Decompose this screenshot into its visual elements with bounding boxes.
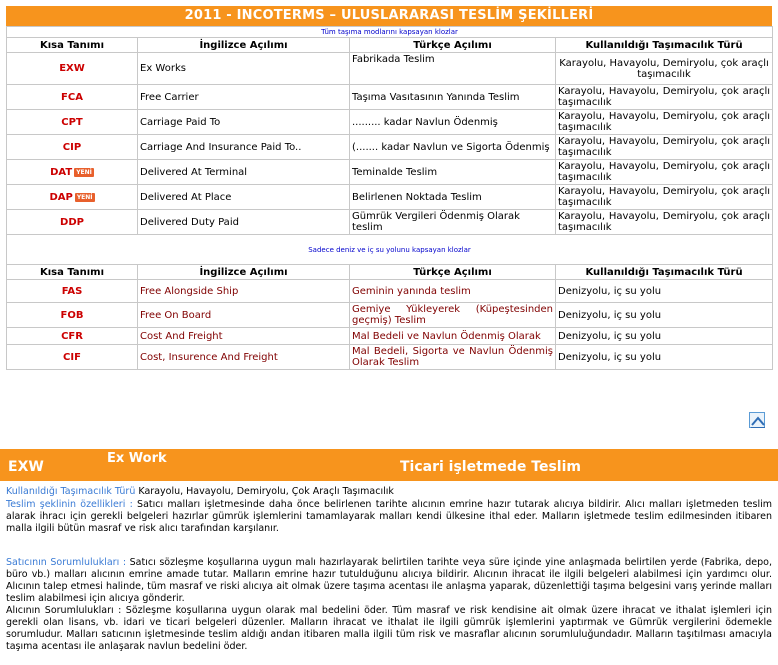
turkish-name: Taşıma Vasıtasının Yanında Teslim (350, 85, 556, 110)
turkish-name: Geminin yanında teslim (350, 280, 556, 303)
transport-label: Kullanıldığı Taşımacılık Türü (6, 486, 136, 497)
english-name: Carriage Paid To (138, 110, 350, 135)
incoterm-code: DAT (50, 166, 73, 178)
table-row-cip (7, 135, 773, 160)
section-caption-text: Tüm taşıma modlarını kapsayan klozlar (7, 27, 773, 38)
table-row-cfr (7, 328, 773, 345)
transport-type: Karayolu, Havayolu, Demiryolu, çok araçlı taşımacılık (556, 85, 773, 110)
table-row-cif (7, 345, 773, 370)
page-title: 2011 - INCOTERMS – ULUSLARARASI TESLİM ŞEKİLLERİ (6, 6, 772, 26)
transport-line (6, 486, 772, 498)
incoterm-code-cell[interactable] (7, 185, 138, 210)
table-row-dat (7, 160, 773, 185)
new-badge: YENİ (76, 193, 93, 201)
features-text: Satıcı malları işletmesinde daha önce belirlenen tarihte alıcının emrine hazır tutarak alıcıya bildirir. Alıcı malları işletmeden teslim alarak ihracı için gerekli belgeleri hazırlar gümrük işlemlerini tamamlayarak malları kendi ülkesine ithal eder. Malların işletmede teslim edilmesinden itibaren malla ilgili bütün masraf ve risk alıcı tarafından karşılanır. (6, 499, 773, 534)
header-kisa: Kısa Tanımı (7, 265, 138, 280)
table-row-ddp (7, 210, 773, 235)
transport-value: Karayolu, Havayolu, Demiryolu, Çok Araçlı Taşımacılık (138, 486, 394, 497)
turkish-name: (....... kadar Navlun ve Sigorta Ödenmiş (350, 135, 556, 160)
incoterm-code[interactable]: FAS (7, 280, 138, 303)
features-label: Teslim şeklinin özellikleri : (6, 499, 133, 510)
transport-type: Denizyolu, iç su yolu (556, 345, 773, 370)
incoterm-code[interactable]: EXW (7, 53, 138, 85)
transport-type: Denizyolu, iç su yolu (556, 303, 773, 328)
seller-text: Satıcı sözleşme koşullarına uygun malı hazırlayarak belirtilen tarihte veya süre içinde yine anlaşmada belirtilen yerde (Fabrika, depo, büro vb.) malları alıcının emrine amade tutar. Malların emrine hazır tutulduğunu alıcıya bildirir. Alıcının ihracat ile ilgili belgeleri alabilmesi için yardımcı olur. Alıcının talep etmesi halinde, tüm masraf ve riski alıcıya ait olmak üzere taşıma acentası ile anlaşma yaparak, düzenlettiği taşıma belgesini varış yerinde malları teslim alabilmesi için alıcıya gönderir. (6, 557, 773, 604)
back-to-top-button[interactable] (749, 412, 765, 428)
section-caption-sea (7, 235, 773, 265)
english-name: Free Carrier (138, 85, 350, 110)
table-row-cpt (7, 110, 773, 135)
table-row-fas (7, 280, 773, 303)
english-name: Delivered At Place (138, 185, 350, 210)
table-header-row (7, 265, 773, 280)
incoterm-code[interactable]: FOB (7, 303, 138, 328)
transport-type: Karayolu, Havayolu, Demiryolu, çok araçlı taşımacılık (556, 185, 773, 210)
english-name: Free Alongside Ship (138, 280, 350, 303)
incoterm-code: DAP (49, 191, 73, 203)
english-name: Cost, Insurence And Freight (138, 345, 350, 370)
table-header-row (7, 38, 773, 53)
new-badge: YENİ (76, 168, 92, 176)
turkish-name: Gümrük Vergileri Ödenmiş Olarak teslim (350, 210, 556, 235)
turkish-name: Teminalde Teslim (350, 160, 556, 185)
detail-header-band (0, 449, 778, 481)
header-kisa: Kısa Tanımı (7, 38, 138, 53)
seller-label: Satıcının Sorumlulukları : (6, 557, 127, 568)
incoterm-code[interactable]: CIP (7, 135, 138, 160)
table-row-fob (7, 303, 773, 328)
section-caption-all-modes (7, 27, 773, 38)
detail-english-name: Ex Work (107, 451, 167, 466)
detail-abbr: EXW (8, 459, 44, 475)
features-paragraph (6, 499, 772, 535)
turkish-name: Mal Bedeli ve Navlun Ödenmiş Olarak (350, 328, 556, 345)
turkish-name: ......... kadar Navlun Ödenmiş (350, 110, 556, 135)
table-row-fca (7, 85, 773, 110)
english-name: Delivered Duty Paid (138, 210, 350, 235)
english-name: Delivered At Terminal (138, 160, 350, 185)
transport-type: Karayolu, Havayolu, Demiryolu, çok araçlı taşımacılık (556, 110, 773, 135)
table-row-exw (7, 53, 773, 85)
english-name: Cost And Freight (138, 328, 350, 345)
incoterms-page (6, 6, 772, 370)
transport-type: Karayolu, Havayolu, Demiryolu, çok araçlı taşımacılık (556, 53, 773, 85)
table-row-dap (7, 185, 773, 210)
incoterm-code[interactable]: FCA (7, 85, 138, 110)
incoterm-code[interactable]: DDP (7, 210, 138, 235)
turkish-name: Mal Bedeli, Sigorta ve Navlun Ödenmiş Olarak Teslim (350, 345, 556, 370)
turkish-name: Fabrikada Teslim (350, 53, 556, 85)
responsibilities-paragraph (6, 557, 772, 653)
transport-type: Karayolu, Havayolu, Demiryolu, çok araçlı taşımacılık (556, 160, 773, 185)
header-ingilizce: İngilizce Açılımı (138, 265, 350, 280)
english-name: Ex Works (138, 53, 350, 85)
incoterm-code[interactable]: CIF (7, 345, 138, 370)
header-turkce: Türkçe Açılımı (350, 38, 556, 53)
english-name: Carriage And Insurance Paid To.. (138, 135, 350, 160)
incoterms-table (6, 26, 773, 370)
transport-type: Denizyolu, iç su yolu (556, 328, 773, 345)
turkish-name: Belirlenen Noktada Teslim (350, 185, 556, 210)
incoterm-code[interactable]: CFR (7, 328, 138, 345)
arrow-up-icon (750, 413, 766, 429)
section-caption-text: Sadece deniz ve iç su yolunu kapsayan klozlar (7, 235, 773, 265)
header-kullanilan: Kullanıldığı Taşımacılık Türü (556, 265, 773, 280)
english-name: Free On Board (138, 303, 350, 328)
header-kullanilan: Kullanıldığı Taşımacılık Türü (556, 38, 773, 53)
header-turkce: Türkçe Açılımı (350, 265, 556, 280)
detail-turkish-name: Ticari işletmede Teslim (400, 459, 581, 475)
transport-type: Karayolu, Havayolu, Demiryolu, çok araçlı taşımacılık (556, 135, 773, 160)
turkish-name: Gemiye Yükleyerek (Küpeştesinden geçmiş) Teslim (350, 303, 556, 328)
transport-type: Karayolu, Havayolu, Demiryolu, çok araçlı taşımacılık (556, 210, 773, 235)
incoterm-code-cell[interactable] (7, 160, 138, 185)
buyer-text: Alıcının Sorumlulukları : Sözleşme koşullarına uygun olarak mal bedelini öder. Tüm masraf ve risk kendisine ait olmak üzere ihracat ve ithalat işlemleri için gerekli olan lisans, vb. idari ve ticari belgeleri düzenler. Malların ihracat ve ithalat ile ilgili gümrük işlemlerini yaptırmak ve Gümrük vergilerini ödemekle sorumludur. Malları satıcının işletmesinde teslim aldığı andan itibaren malla ilgili tüm risk ve masraflar alıcının sorumluluğundadır. Malların taşıtılması amacıyla taşıma acentası ile anlaşarak navlun bedelini öder. (6, 605, 772, 652)
transport-type: Denizyolu, iç su yolu (556, 280, 773, 303)
header-ingilizce: İngilizce Açılımı (138, 38, 350, 53)
incoterm-code[interactable]: CPT (7, 110, 138, 135)
